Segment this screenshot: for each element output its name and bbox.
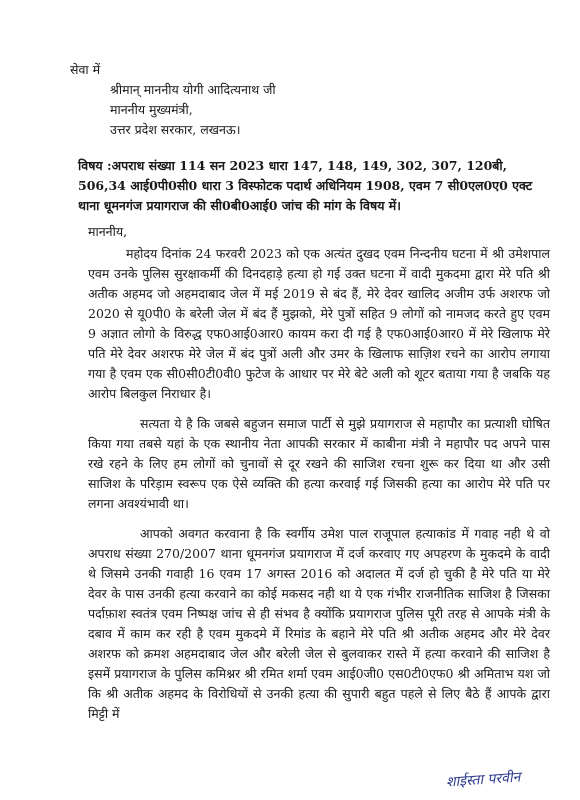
address-lines [110, 80, 276, 140]
address-line: माननीय मुख्यमंत्री, [110, 102, 193, 117]
address-line: उत्तर प्रदेश सरकार, लखनऊ। [110, 122, 241, 137]
body-paragraph: महोदय दिनांक 24 फरवरी 2023 को एक अत्यंत दुखद एवम निन्दनीय घटना में श्री उमेशपाल एवम उनके पुलिस सुरक्षाकर्मी की दिनदहाड़े हत्या हो गई उक्त घटना में वादी मुकदमा द्वारा मेरे पति श्री अतीक अहमद जो अहमदाबाद जेल में मई 2019 से बंद हैं, मेरे देवर खालिद अजीम उर्फ अशरफ जो 2020 से यू0पी0 के बरेली जेल में बंद हैं मुझको, मेरे पुत्रों सहित 9 लोगों को नामजद करते हुए एवम 9 अज्ञात लोगो के विरुद्ध एफ0आई0आर0 कायम करा दी गई है एफ0आई0आर0 में मेरे खिलाफ मेरे पति मेरे देवर अशरफ मेरे जेल में बंद पुत्रों अली और उमर के खिलाफ साज़िश रचने का आरोप लगाया गया है एवम एक सी0सी0टी0वी0 फुटेज के आधार पर मेरे बेटे अली को शूटर बताया गया है जबकि यह आरोप बिलकुल निराधार है। [88, 246, 550, 401]
address-line: श्रीमान् माननीय योगी आदित्यनाथ जी [110, 82, 276, 97]
to-label: सेवा में [70, 62, 101, 77]
body-paragraph: सत्यता ये है कि जबसे बहुजन समाज पार्टी से मुझे प्रयागराज से महापौर का प्रत्याशी घोषित किया गया तबसे यहां के एक स्थानीय नेता आपकी सरकार में काबीना मंत्री ने महापौर पद अपने पास रखे रहने के लिए हम लोगों को चुनावों से दूर रखने की साजिश रचना शुरू कर दिया था और उसी साजिश के परिड़ाम स्वरूप एक ऐसे व्यक्ति की हत्या करवाई गई जिसकी हत्या का आरोप मेरे पति पर लगना अवश्यंभावी था। [88, 416, 550, 511]
body-paragraph: आपको अवगत करवाना है कि स्वर्गीय उमेश पाल राजूपाल हत्याकांड में गवाह नही थे वो अपराध संख्या 270/2007 थाना धूमनगंज प्रयागराज में दर्ज करवाए गए अपहरण के मुकदमे के वादी थे जिसमे उनकी गवाही 16 एवम 17 अगस्त 2016 को अदालत में दर्ज हो चुकी है मेरे पति या मेरे देवर के पास उनकी हत्या करवाने का कोई मकसद नही था ये एक गंभीर राजनीतिक साजिश है जिसका पर्दाफ़ाश स्वतंत्र एवम निष्पक्ष जांच से ही संभव है क्योंकि प्रयागराज पुलिस पूरी तरह से आपके मंत्री के दबाव में काम कर रही है एवम मुकदमे में रिमांड के बहाने मेरे पति श्री अतीक अहमद और मेरे देवर अशरफ को क्रमश अहमदाबाद जेल और बरेली जेल से बुलवाकर रास्ते में हत्या करवाने की साजिश है इसमें प्रयागराज के पुलिस कमिश्नर श्री रमित शर्मा एवम आई0जी0 एस0टी0एफ0 श्री अमिताभ यश जो कि श्री अतीक अहमद के विरोधियों से उनकी हत्या की सुपारी बहुत पहले से लिए बैठे हैं आपके द्वारा मिट्टी में [88, 526, 550, 721]
letter-body [88, 244, 550, 734]
greeting: माननीय, [88, 224, 128, 239]
handwritten-signature: शाईस्ता परवीन [445, 769, 521, 791]
subject-line: विषय :अपराध संख्या 114 सन 2023 धारा 147, 148, 149, 302, 307, 120बी, 506,34 आई0पी0सी0 धारा 3 विस्फोटक पदार्थ अधिनियम 1908, एवम 7 सी0एल0ए0 एक्ट थाना धूमनगंज प्रयागराज की सी0बी0आई0 जांच की मांग के विषय में। [78, 158, 533, 213]
